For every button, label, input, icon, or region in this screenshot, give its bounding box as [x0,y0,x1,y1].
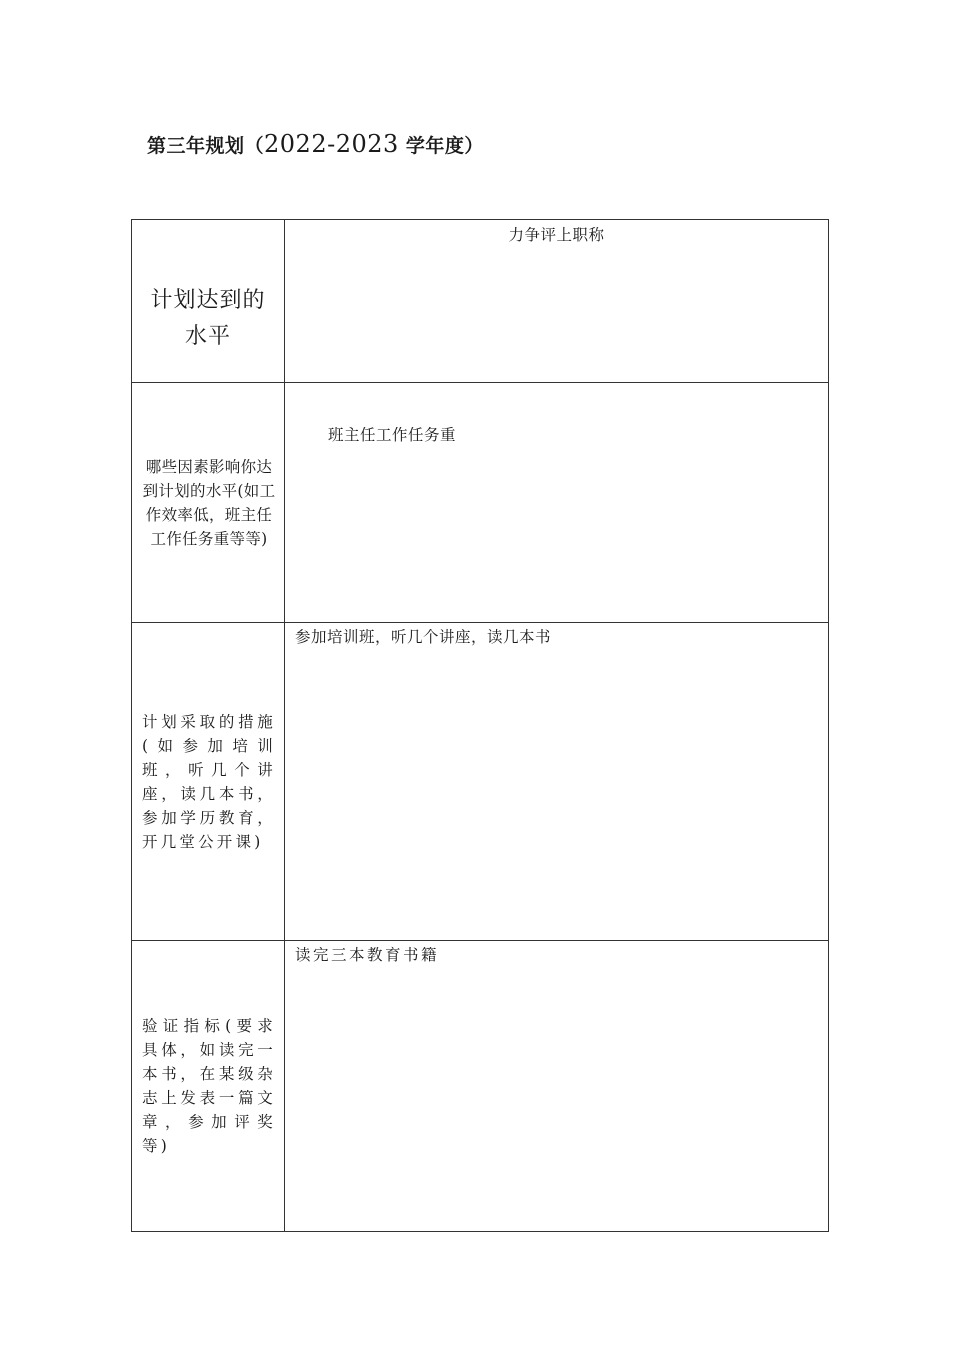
table-row-target-level [132,220,829,383]
label-cell-target-level [132,220,285,383]
label-cell-verification-indicators [132,941,285,1232]
value-target-level: 力争评上职称 [508,226,605,244]
plan-table [131,219,829,1232]
table-row-planned-measures [132,623,829,941]
value-cell-target-level [285,220,829,383]
value-cell-planned-measures [285,623,829,941]
title-suffix: 学年度） [398,135,484,157]
title-year: 2022-2023 [264,130,399,158]
page-title [147,130,484,158]
label-influencing-factors: 哪些因素影响你达到计划的水平(如工作效率低，班主任工作任务重等等) [142,457,276,548]
value-planned-measures: 参加培训班，听几个讲座，读几本书 [295,628,552,646]
value-influencing-factors: 班主任工作任务重 [328,426,457,444]
table-row-influencing-factors [132,383,829,623]
value-verification-indicators: 读完三本教育书籍 [295,946,440,964]
label-target-level: 计划达到的水平 [150,288,266,349]
label-cell-planned-measures [132,623,285,941]
label-planned-measures: 计划采取的措施(如参加培训班，听几个讲座，读几本书，参加学历教育，开几堂公开课) [142,712,276,851]
label-verification-indicators: 验证指标(要求具体，如读完一本书，在某级杂志上发表一篇文章，参加评奖等) [142,1017,276,1155]
title-prefix: 第三年规划（ [147,135,265,157]
table-row-verification-indicators [132,941,829,1232]
value-cell-influencing-factors [285,383,829,623]
value-cell-verification-indicators [285,941,829,1232]
label-cell-influencing-factors [132,383,285,623]
